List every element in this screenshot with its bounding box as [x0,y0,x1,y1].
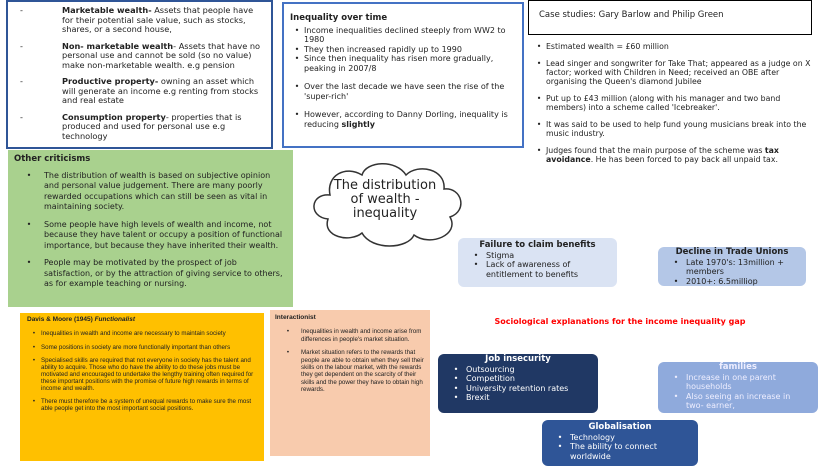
text: The distribution of wealth is based on subjective opinion and personal value judgement. There are many poorly rewarded occupations which can still be seen as vital in maintaining society. [44,170,271,211]
text: Technology [570,432,615,442]
text: People may be motivated by the prospect of job satisfaction, or by the attraction of giving service to others, as for example teaching or nursing. [44,258,283,288]
list-item: • Since then inequality has risen more gradually, peaking in 2007/8 [290,54,516,73]
list-item: • Income inequalities declined steeply from WW2 to 1980 [290,26,516,45]
text: Estimated wealth = £60 million [546,42,669,51]
card-title: Job insecurity [485,354,551,364]
list-item: • Inequalities in wealth and income arise from differences in people's market situation. [275,328,425,343]
term: Non- marketable wealth [62,40,174,51]
list-item: • Some positions in society are more functionally important than others [32,343,231,351]
list-item: • Put up to £43 million (along with his manager and two band members) into a scheme called 'Icebreaker'. [532,94,822,112]
text: Inequalities in wealth and income are necessary to maintain society [41,329,226,337]
list-item: • Inequalities in wealth and income are necessary to maintain society [32,329,226,337]
text: It was said to be used to help fund young musicians break into the music industry. [546,120,807,138]
card-title: families [719,362,757,372]
functionalist-box [20,313,264,461]
other-criticisms-box [8,150,293,307]
failure-card [458,238,617,287]
heading: Inequality over time [290,13,388,23]
title-cloud [300,155,470,255]
list-item: • It was said to be used to help fund young musicians break into the music industry. [532,120,822,138]
term: Consumption property [62,111,166,122]
wealth-types-box [6,0,273,149]
text: Outsourcing [466,364,515,374]
heading: Interactionist [275,314,316,321]
list-item: • Lead singer and songwriter for Take That; appeared as a judge on X factor; worked with Children in Need; received an OBE after organising the Queen's diamond Jubilee [532,59,822,86]
text: Inequalities in wealth and income arise from differences in people's market situation. [301,328,422,343]
list-item: • Market situation refers to the rewards that people are able to obtain when they sell their skills on the labour market, with the rewards they get dependent on the scarcity of their skills and the power they have to obtain high rewards. [286,349,424,394]
inequality-over-time-box [282,2,524,148]
heading [27,317,257,324]
text: Specialised skills are required that not everyone in society has the talent and ability to acquire. Those who do have the ability to do these jobs must be motivated and encouraged to undertake the lengthy training often required for these important positions with the promise of future high rewards in terms of income and wealth. [41,357,254,392]
text: University retention rates [466,383,569,393]
explanations-title: Sociological explanations for the income inequality gap [494,317,746,326]
list-item: - Non- marketable wealth- Assets that have no personal use and cannot be sold (so no value) make non-marketable wealth. e.g pension [20,40,261,70]
list-item: • Technology [557,432,615,442]
emphasis: tax avoidance [546,146,779,164]
unions-card [658,247,806,286]
list-item: • Outsourcing [453,364,515,374]
text: Put up to £43 million (along with his manager and two band members) into a scheme called 'Icebreaker'. [546,94,781,112]
list-item: • Over the last decade we have seen the rise of the 'super-rich' [290,82,516,101]
text: Over the last decade we have seen the rise of the 'super-rich' [304,82,505,101]
title-em: Functionalist [94,316,136,323]
list-item: • People may be motivated by the prospect of job satisfaction, or by the attraction of giving service to others, as for example teaching or nursing. [14,258,287,290]
text: 2010+: 6.5milliop [686,276,758,286]
case-study-list [532,42,822,172]
text: Brexit [466,393,490,402]
interactionist-box [270,310,430,456]
families-card [658,362,818,413]
card-title: Decline in Trade Unions [675,247,789,257]
card-title: Failure to claim benefits [479,240,596,250]
text: Since then inequality has risen more gradually, peaking in 2007/8 [304,54,494,73]
definition: - properties that is produced and used for personal use e.g technology [62,111,242,141]
list-item: • Specialised skills are required that not everyone in society has the talent and ability to acquire. Those who do have the ability to do these jobs must be motivated and encouraged to undertake the lengthy training often required for these important positions with the promise of future high rewards in terms of income and wealth. [27,358,257,392]
list-item: • However, according to Danny Dorling, inequality is reducing slightly [294,110,508,129]
text: Lead singer and songwriter for Take That; appeared as a judge on X factor; worked with Children in Need; received an OBE after organising the Queen's diamond Jubilee [546,59,811,86]
text: Some positions in society are more functionally important than others [41,343,231,351]
list-item: - Marketable wealth- Assets that people have for their potential sale value, such as stocks, shares, or a second house, [20,5,254,34]
text: However, according to Danny Dorling, inequality is reducing [304,110,508,129]
text: Also seeing an increase in two- earner, [686,391,791,410]
text: The ability to connect worldwide [570,442,657,461]
list-item: - Consumption property- properties that is produced and used for personal use e.g technology [20,111,242,141]
list-item: • The ability to connect worldwide [550,442,690,461]
term: Marketable wealth- [62,5,152,15]
job-insecurity-card [438,354,598,413]
list-item: • Judges found that the main purpose of the scheme was tax avoidance. He has been forced to pay back all unpaid tax. [536,146,779,164]
text: Increase in one parent households [686,372,776,391]
term: Productive property- [62,76,159,86]
card-title: Globalisation [588,422,652,432]
text: Income inequalities declined steeply from WW2 to 1980 [304,25,506,44]
list-item: • Lack of awareness of entitlement to benefits [466,260,609,279]
list-item: • Increase in one parent households [666,373,810,392]
list-item: • Brexit [453,393,490,402]
cloud-title: The distribution of wealth -inequality [333,178,437,221]
case-study-title: Case studies: Gary Barlow and Philip Green [528,0,812,35]
text: Late 1970's: 13million + members [686,257,784,276]
list-item: • 2010+: 6.5milliop [673,276,758,286]
globalisation-card [542,420,698,466]
definition: Assets that people have for their potential sale value, such as stocks, shares, or a second house, [62,5,254,34]
text: Some people have high levels of wealth and income, not because they have talent or occupy a position of functional importance, but because they have inherited their wealth. [44,219,283,250]
definition: - Assets that have no personal use and cannot be sold (so no value) make non-marketable wealth. e.g pension [62,40,261,70]
heading: Other criticisms [14,154,91,164]
text: Lack of awareness of entitlement to benefits [486,260,579,279]
list-item: • They then increased rapidly up to 1990 [294,44,462,54]
text: Judges found that the main purpose of the scheme was [546,146,765,155]
emphasis: slightly [341,119,375,129]
definition: owning an asset which will generate an income e.g renting from stocks and real estate [62,76,259,105]
text: Stigma [486,250,515,260]
list-item: • The distribution of wealth is based on subjective opinion and personal value judgement. There are many poorly rewarded occupations which can still be seen as vital in maintaining society. [14,171,287,213]
list-item: • Some people have high levels of wealth and income, not because they have talent or occupy a position of functional importance, but because they have inherited their wealth. [14,220,287,252]
list-item: • Also seeing an increase in two- earner, [666,392,810,411]
list-item: • Estimated wealth = £60 million [536,42,669,51]
list-item: • There must therefore be a system of unequal rewards to make sure the most able people get into the most important social positions. [27,399,257,413]
list-item: • Stigma [473,250,515,260]
list-item: • Competition [453,374,515,383]
text: . He has been forced to pay back all unpaid tax. [590,155,778,164]
title: Davis & Moore (1945) [27,316,93,323]
text: Market situation refers to the rewards that people are able to obtain when they sell their skills on the labour market, with the rewards they get dependent on the scarcity of their skills and the power they have to obtain high rewards. [301,349,424,394]
text: Competition [466,374,515,383]
text: There must therefore be a system of unequal rewards to make sure the most able people get into the most important social positions. [41,398,252,413]
list-item: - Productive property- owning an asset which will generate an income e.g renting from stocks and real estate [20,76,259,105]
text: They then increased rapidly up to 1990 [304,44,462,54]
list-item: • Late 1970's: 13million + members [666,258,798,277]
list-item: • University retention rates [453,383,569,393]
